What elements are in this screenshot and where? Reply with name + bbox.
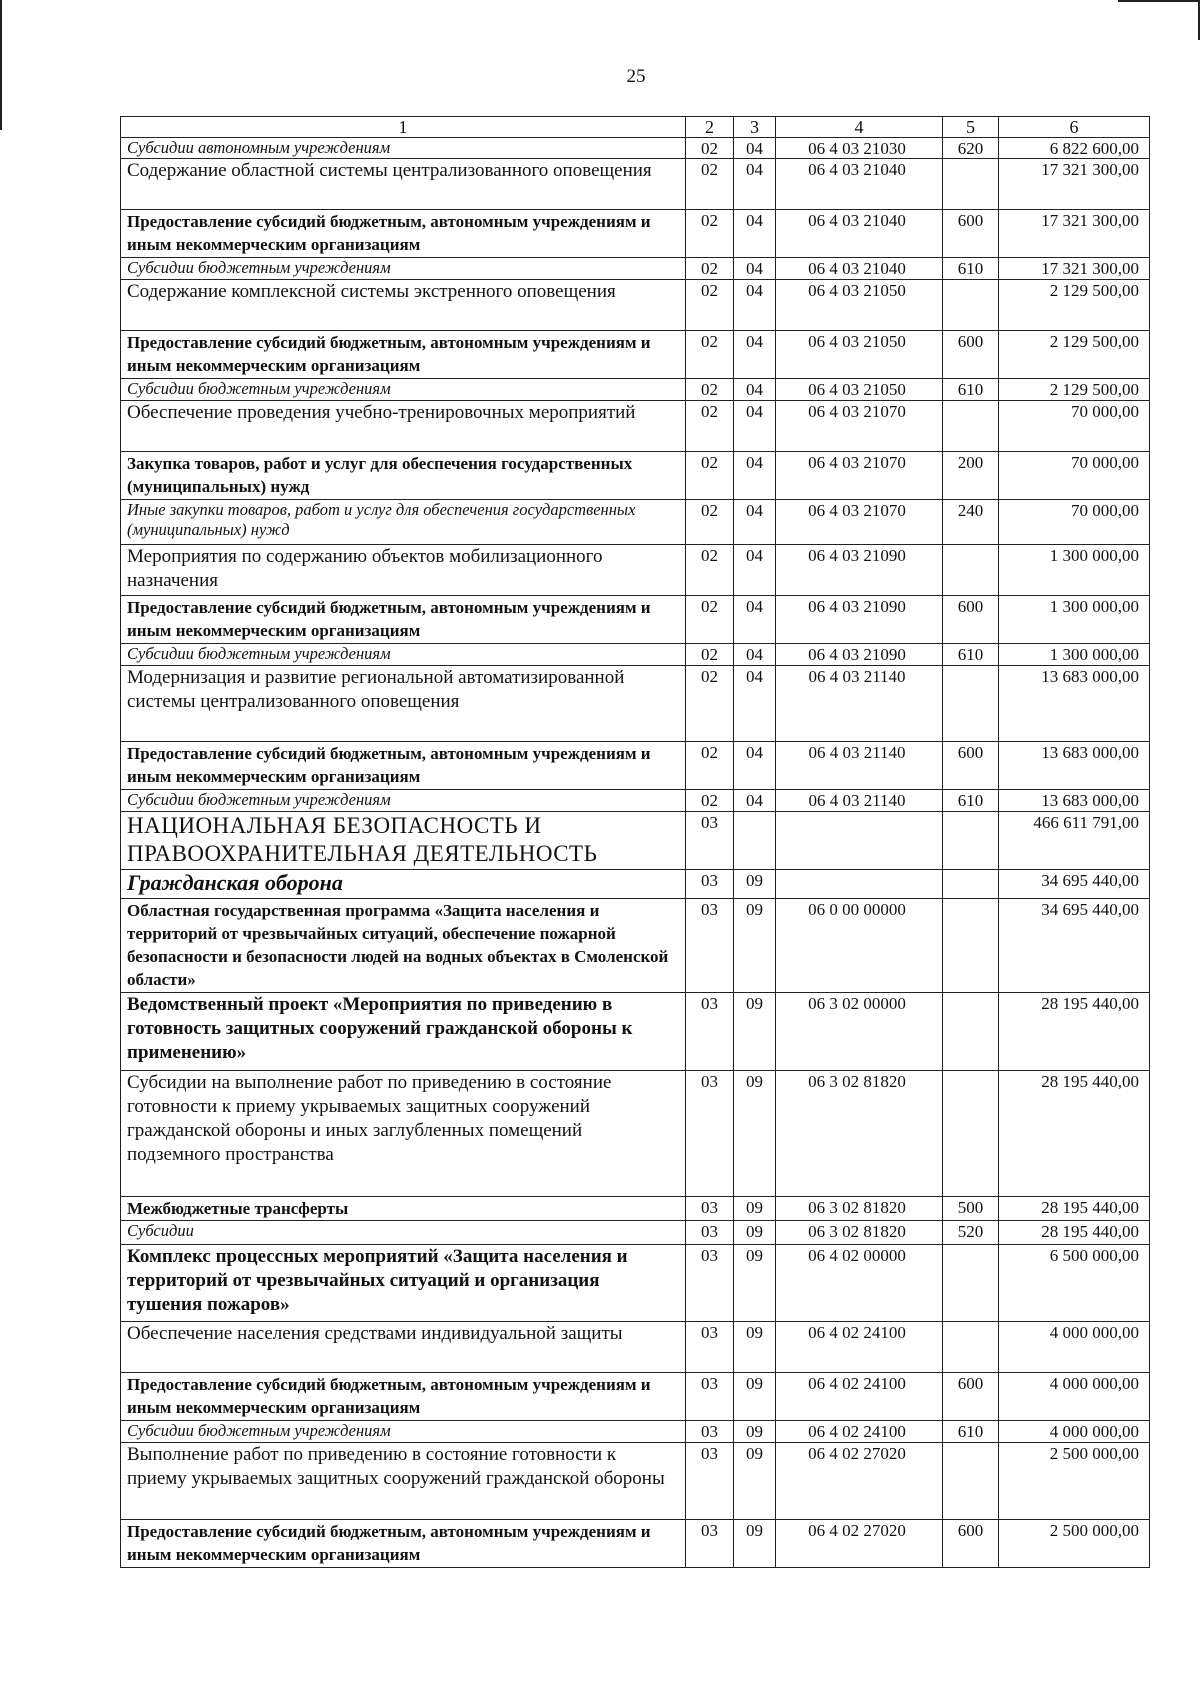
row-section-code: 03 [686, 1322, 734, 1373]
row-subsection-code: 04 [734, 742, 776, 790]
row-target-article-code: 06 4 03 21140 [776, 790, 943, 812]
row-target-article-code: 06 4 03 21070 [776, 452, 943, 500]
row-amount: 13 683 000,00 [999, 742, 1150, 790]
row-section-code: 02 [686, 331, 734, 379]
row-subsection-code: 04 [734, 331, 776, 379]
row-name-cell: Модернизация и развитие региональной автоматизированной системы централизованного оповещения [121, 666, 686, 742]
row-amount: 1 300 000,00 [999, 545, 1150, 596]
row-name-cell: Субсидии бюджетным учреждениям [121, 379, 686, 401]
row-name-cell: Субсидии [121, 1221, 686, 1245]
table-row [121, 870, 1150, 899]
row-target-article-code: 06 4 03 21050 [776, 379, 943, 401]
row-amount: 70 000,00 [999, 452, 1150, 500]
row-subsection-code: 09 [734, 1373, 776, 1421]
row-expense-type-code: 610 [943, 1421, 999, 1443]
row-target-article-code: 06 4 03 21040 [776, 258, 943, 280]
row-expense-type-code [943, 870, 999, 899]
row-amount: 13 683 000,00 [999, 666, 1150, 742]
row-name-cell: Содержание областной системы централизованного оповещения [121, 159, 686, 210]
row-expense-type-code: 610 [943, 258, 999, 280]
header-col-5: 5 [943, 117, 999, 138]
row-expense-type-code: 620 [943, 138, 999, 159]
row-name-cell: Областная государственная программа «Защита населения и территорий от чрезвычайных ситуаций, обеспечение пожарной безопасности и безопасности людей на водных объектах в Смоленской области» [121, 899, 686, 993]
row-target-article-code: 06 4 02 24100 [776, 1421, 943, 1443]
row-expense-type-code: 520 [943, 1221, 999, 1245]
table-row [121, 159, 1150, 210]
row-name-cell: Субсидии автономным учреждениям [121, 138, 686, 159]
table-row [121, 280, 1150, 331]
header-col-2: 2 [686, 117, 734, 138]
row-target-article-code [776, 870, 943, 899]
row-target-article-code: 06 4 03 21140 [776, 742, 943, 790]
row-amount: 34 695 440,00 [999, 870, 1150, 899]
row-subsection-code: 09 [734, 1443, 776, 1520]
row-target-article-code: 06 0 00 00000 [776, 899, 943, 993]
row-amount: 2 129 500,00 [999, 379, 1150, 401]
table-row [121, 742, 1150, 790]
row-subsection-code: 09 [734, 1221, 776, 1245]
row-target-article-code: 06 4 03 21050 [776, 280, 943, 331]
row-expense-type-code [943, 1443, 999, 1520]
row-target-article-code [776, 812, 943, 870]
table-row [121, 379, 1150, 401]
row-amount: 1 300 000,00 [999, 644, 1150, 666]
table-row [121, 1520, 1150, 1568]
row-expense-type-code [943, 1071, 999, 1197]
table-row [121, 993, 1150, 1071]
row-name-cell: Субсидии бюджетным учреждениям [121, 258, 686, 280]
row-amount: 6 500 000,00 [999, 1245, 1150, 1322]
row-expense-type-code [943, 993, 999, 1071]
row-target-article-code: 06 3 02 81820 [776, 1221, 943, 1245]
table-header-row [121, 117, 1150, 138]
row-section-code: 03 [686, 870, 734, 899]
row-target-article-code: 06 4 02 24100 [776, 1373, 943, 1421]
row-expense-type-code [943, 159, 999, 210]
table-row [121, 401, 1150, 452]
row-target-article-code: 06 3 02 81820 [776, 1197, 943, 1221]
row-section-code: 03 [686, 1443, 734, 1520]
row-subsection-code: 04 [734, 644, 776, 666]
row-section-code: 03 [686, 1373, 734, 1421]
row-expense-type-code: 600 [943, 331, 999, 379]
row-section-code: 02 [686, 138, 734, 159]
row-name-cell: Комплекс процессных мероприятий «Защита населения и территорий от чрезвычайных ситуаций и организация тушения пожаров» [121, 1245, 686, 1322]
row-name-cell: Предоставление субсидий бюджетным, автономным учреждениям и иным некоммерческим организациям [121, 1520, 686, 1568]
row-name-cell: Иные закупки товаров, работ и услуг для обеспечения государственных (муниципальных) нужд [121, 500, 686, 545]
table-row [121, 331, 1150, 379]
table-row [121, 545, 1150, 596]
row-subsection-code: 09 [734, 1245, 776, 1322]
table-row [121, 1221, 1150, 1245]
row-subsection-code: 04 [734, 401, 776, 452]
row-section-code: 03 [686, 1421, 734, 1443]
row-section-code: 02 [686, 596, 734, 644]
row-name-cell: Ведомственный проект «Мероприятия по приведению в готовность защитных сооружений гражданской обороны к применению» [121, 993, 686, 1071]
row-section-code: 02 [686, 280, 734, 331]
row-expense-type-code: 200 [943, 452, 999, 500]
row-expense-type-code [943, 545, 999, 596]
row-section-code: 02 [686, 452, 734, 500]
row-amount: 1 300 000,00 [999, 596, 1150, 644]
row-target-article-code: 06 4 02 00000 [776, 1245, 943, 1322]
header-col-6: 6 [999, 117, 1150, 138]
row-name-cell: Субсидии бюджетным учреждениям [121, 1421, 686, 1443]
scan-edge-top [1118, 0, 1200, 2]
scan-edge-left [0, 0, 2, 130]
row-subsection-code: 04 [734, 596, 776, 644]
page-number: 25 [626, 66, 646, 87]
row-section-code: 02 [686, 790, 734, 812]
table-row [121, 210, 1150, 258]
row-subsection-code [734, 812, 776, 870]
row-amount: 28 195 440,00 [999, 1071, 1150, 1197]
row-section-code: 02 [686, 666, 734, 742]
row-target-article-code: 06 4 03 21030 [776, 138, 943, 159]
table-row [121, 790, 1150, 812]
row-section-code: 03 [686, 1221, 734, 1245]
row-target-article-code: 06 4 03 21070 [776, 401, 943, 452]
row-name-cell: Выполнение работ по приведению в состояние готовности к приему укрываемых защитных сооружений гражданской обороны [121, 1443, 686, 1520]
row-amount: 34 695 440,00 [999, 899, 1150, 993]
table-row [121, 1373, 1150, 1421]
row-amount: 70 000,00 [999, 500, 1150, 545]
row-target-article-code: 06 3 02 81820 [776, 1071, 943, 1197]
row-section-code: 03 [686, 1197, 734, 1221]
row-section-code: 03 [686, 899, 734, 993]
header-col-4: 4 [776, 117, 943, 138]
row-expense-type-code [943, 812, 999, 870]
table-row [121, 1443, 1150, 1520]
row-subsection-code: 09 [734, 1071, 776, 1197]
table-row [121, 596, 1150, 644]
row-name-cell: Содержание комплексной системы экстренного оповещения [121, 280, 686, 331]
row-expense-type-code: 500 [943, 1197, 999, 1221]
row-amount: 466 611 791,00 [999, 812, 1150, 870]
row-subsection-code: 04 [734, 280, 776, 331]
row-name-cell: Субсидии бюджетным учреждениям [121, 644, 686, 666]
row-amount: 28 195 440,00 [999, 993, 1150, 1071]
row-expense-type-code: 610 [943, 790, 999, 812]
row-subsection-code: 04 [734, 500, 776, 545]
row-section-code: 02 [686, 545, 734, 596]
row-subsection-code: 04 [734, 666, 776, 742]
row-section-code: 02 [686, 500, 734, 545]
row-expense-type-code: 610 [943, 644, 999, 666]
table-row [121, 500, 1150, 545]
table-row [121, 899, 1150, 993]
table-row [121, 452, 1150, 500]
row-target-article-code: 06 4 03 21090 [776, 644, 943, 666]
row-name-cell: Предоставление субсидий бюджетным, автономным учреждениям и иным некоммерческим организациям [121, 742, 686, 790]
table-row [121, 1071, 1150, 1197]
row-name-cell: Гражданская оборона [121, 870, 686, 899]
row-subsection-code: 04 [734, 790, 776, 812]
row-section-code: 03 [686, 1520, 734, 1568]
row-subsection-code: 04 [734, 452, 776, 500]
row-amount: 17 321 300,00 [999, 210, 1150, 258]
row-target-article-code: 06 4 03 21040 [776, 210, 943, 258]
row-section-code: 03 [686, 812, 734, 870]
row-amount: 70 000,00 [999, 401, 1150, 452]
row-subsection-code: 04 [734, 258, 776, 280]
row-subsection-code: 09 [734, 1322, 776, 1373]
row-expense-type-code [943, 1245, 999, 1322]
row-subsection-code: 04 [734, 379, 776, 401]
row-name-cell: Мероприятия по содержанию объектов мобилизационного назначения [121, 545, 686, 596]
row-amount: 4 000 000,00 [999, 1322, 1150, 1373]
row-name-cell: НАЦИОНАЛЬНАЯ БЕЗОПАСНОСТЬ И ПРАВООХРАНИТЕЛЬНАЯ ДЕЯТЕЛЬНОСТЬ [121, 812, 686, 870]
row-name-cell: Межбюджетные трансферты [121, 1197, 686, 1221]
row-target-article-code: 06 4 02 24100 [776, 1322, 943, 1373]
row-name-cell: Закупка товаров, работ и услуг для обеспечения государственных (муниципальных) нужд [121, 452, 686, 500]
row-subsection-code: 09 [734, 993, 776, 1071]
row-target-article-code: 06 4 03 21050 [776, 331, 943, 379]
row-target-article-code: 06 4 03 21040 [776, 159, 943, 210]
row-amount: 17 321 300,00 [999, 159, 1150, 210]
row-name-cell: Обеспечение населения средствами индивидуальной защиты [121, 1322, 686, 1373]
table-row [121, 812, 1150, 870]
row-amount: 6 822 600,00 [999, 138, 1150, 159]
row-subsection-code: 09 [734, 1520, 776, 1568]
row-amount: 2 129 500,00 [999, 331, 1150, 379]
row-name-cell: Обеспечение проведения учебно-тренировочных мероприятий [121, 401, 686, 452]
row-subsection-code: 04 [734, 159, 776, 210]
row-amount: 2 129 500,00 [999, 280, 1150, 331]
row-expense-type-code: 600 [943, 596, 999, 644]
row-amount: 2 500 000,00 [999, 1443, 1150, 1520]
row-expense-type-code [943, 899, 999, 993]
table-row [121, 644, 1150, 666]
row-name-cell: Предоставление субсидий бюджетным, автономным учреждениям и иным некоммерческим организациям [121, 210, 686, 258]
row-name-cell: Субсидии на выполнение работ по приведению в состояние готовности к приему укрываемых защитных сооружений гражданской обороны и иных заглубленных помещений подземного пространства [121, 1071, 686, 1197]
budget-table [120, 116, 1150, 1568]
row-amount: 28 195 440,00 [999, 1221, 1150, 1245]
header-col-1: 1 [121, 117, 686, 138]
row-expense-type-code [943, 1322, 999, 1373]
row-expense-type-code [943, 401, 999, 452]
header-col-3: 3 [734, 117, 776, 138]
row-section-code: 02 [686, 742, 734, 790]
row-subsection-code: 04 [734, 545, 776, 596]
row-expense-type-code: 600 [943, 1520, 999, 1568]
row-amount: 17 321 300,00 [999, 258, 1150, 280]
row-subsection-code: 04 [734, 138, 776, 159]
table-row [121, 1421, 1150, 1443]
row-amount: 4 000 000,00 [999, 1373, 1150, 1421]
row-name-cell: Предоставление субсидий бюджетным, автономным учреждениям и иным некоммерческим организациям [121, 1373, 686, 1421]
row-name-cell: Предоставление субсидий бюджетным, автономным учреждениям и иным некоммерческим организациям [121, 596, 686, 644]
table-row [121, 1245, 1150, 1322]
row-section-code: 02 [686, 401, 734, 452]
row-target-article-code: 06 4 02 27020 [776, 1443, 943, 1520]
row-amount: 2 500 000,00 [999, 1520, 1150, 1568]
row-target-article-code: 06 4 02 27020 [776, 1520, 943, 1568]
row-target-article-code: 06 3 02 00000 [776, 993, 943, 1071]
table-row [121, 666, 1150, 742]
row-section-code: 02 [686, 210, 734, 258]
row-section-code: 03 [686, 1245, 734, 1322]
row-section-code: 02 [686, 159, 734, 210]
row-name-cell: Субсидии бюджетным учреждениям [121, 790, 686, 812]
table-row [121, 1197, 1150, 1221]
row-subsection-code: 09 [734, 1421, 776, 1443]
row-section-code: 03 [686, 1071, 734, 1197]
table-row [121, 258, 1150, 280]
row-expense-type-code [943, 280, 999, 331]
row-target-article-code: 06 4 03 21090 [776, 596, 943, 644]
table-row [121, 1322, 1150, 1373]
row-expense-type-code: 600 [943, 210, 999, 258]
row-expense-type-code: 600 [943, 1373, 999, 1421]
row-subsection-code: 09 [734, 870, 776, 899]
row-target-article-code: 06 4 03 21070 [776, 500, 943, 545]
row-amount: 4 000 000,00 [999, 1421, 1150, 1443]
row-subsection-code: 04 [734, 210, 776, 258]
row-section-code: 02 [686, 644, 734, 666]
row-subsection-code: 09 [734, 1197, 776, 1221]
row-target-article-code: 06 4 03 21140 [776, 666, 943, 742]
row-section-code: 02 [686, 258, 734, 280]
row-expense-type-code: 240 [943, 500, 999, 545]
row-subsection-code: 09 [734, 899, 776, 993]
row-expense-type-code [943, 666, 999, 742]
row-section-code: 02 [686, 379, 734, 401]
row-target-article-code: 06 4 03 21090 [776, 545, 943, 596]
row-amount: 13 683 000,00 [999, 790, 1150, 812]
row-expense-type-code: 610 [943, 379, 999, 401]
row-expense-type-code: 600 [943, 742, 999, 790]
row-section-code: 03 [686, 993, 734, 1071]
table-row [121, 138, 1150, 159]
row-amount: 28 195 440,00 [999, 1197, 1150, 1221]
row-name-cell: Предоставление субсидий бюджетным, автономным учреждениям и иным некоммерческим организациям [121, 331, 686, 379]
